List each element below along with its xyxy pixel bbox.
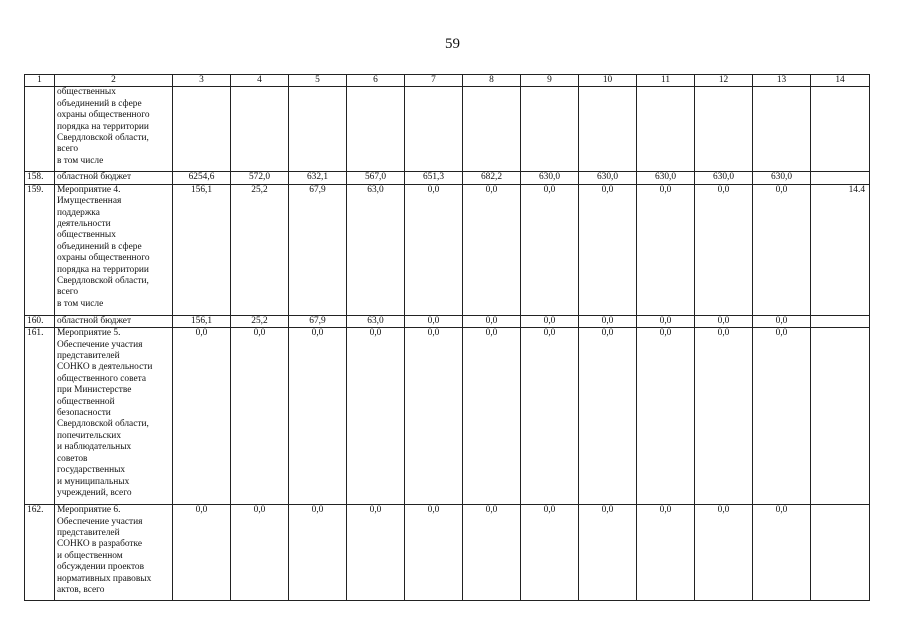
value-cell: 156,1: [173, 315, 231, 327]
row-number: 160.: [25, 315, 55, 327]
value-cell: 0,0: [695, 184, 753, 315]
value-cell: 0,0: [521, 328, 579, 505]
column-header: 7: [405, 75, 463, 87]
column-header: 8: [463, 75, 521, 87]
row-number: [25, 87, 55, 172]
value-cell: 156,1: [173, 184, 231, 315]
value-cell: 0,0: [695, 315, 753, 327]
value-cell: 0,0: [637, 184, 695, 315]
value-cell: [811, 328, 870, 505]
column-header: 3: [173, 75, 231, 87]
value-cell: [695, 87, 753, 172]
value-cell: 0,0: [753, 184, 811, 315]
row-description: областной бюджет: [55, 172, 173, 184]
value-cell: 0,0: [695, 505, 753, 601]
value-cell: 63,0: [347, 315, 405, 327]
column-header: 11: [637, 75, 695, 87]
value-cell: [289, 87, 347, 172]
value-cell: 0,0: [521, 184, 579, 315]
row-description: общественных объединений в сфере охраны общественного порядка на территории Свердловской области, всего в том числе: [55, 87, 173, 172]
value-cell: 0,0: [463, 505, 521, 601]
value-cell: [811, 505, 870, 601]
value-cell: 0,0: [579, 184, 637, 315]
column-header: 12: [695, 75, 753, 87]
value-cell: [173, 87, 231, 172]
row-description: Мероприятие 4. Имущественная поддержка деятельности общественных объединений в сфере охраны общественного порядка на территории Свердловской области, всего в том числе: [55, 184, 173, 315]
value-cell: 0,0: [173, 505, 231, 601]
value-cell: 630,0: [753, 172, 811, 184]
value-cell: 0,0: [463, 315, 521, 327]
value-cell: [811, 172, 870, 184]
value-cell: 0,0: [695, 328, 753, 505]
value-cell: 0,0: [347, 328, 405, 505]
value-cell: 0,0: [231, 505, 289, 601]
value-cell: 630,0: [521, 172, 579, 184]
value-cell: 0,0: [405, 505, 463, 601]
value-cell: [811, 87, 870, 172]
page-number: 59: [445, 36, 460, 52]
value-cell: 0,0: [579, 505, 637, 601]
value-cell: 0,0: [173, 328, 231, 505]
value-cell: 0,0: [289, 328, 347, 505]
column-header: 4: [231, 75, 289, 87]
value-cell: 0,0: [405, 184, 463, 315]
value-cell: 67,9: [289, 315, 347, 327]
value-cell: 567,0: [347, 172, 405, 184]
row-number: 158.: [25, 172, 55, 184]
value-cell: 0,0: [521, 315, 579, 327]
value-cell: [753, 87, 811, 172]
column-header: 14: [811, 75, 870, 87]
value-cell: 6254,6: [173, 172, 231, 184]
value-cell: [231, 87, 289, 172]
value-cell: 572,0: [231, 172, 289, 184]
value-cell: 630,0: [637, 172, 695, 184]
value-cell: 25,2: [231, 184, 289, 315]
value-cell: 0,0: [463, 184, 521, 315]
row-number: 162.: [25, 505, 55, 601]
value-cell: 63,0: [347, 184, 405, 315]
value-cell: 0,0: [521, 505, 579, 601]
table-row: [25, 328, 870, 505]
value-cell: 0,0: [637, 328, 695, 505]
value-cell: [521, 87, 579, 172]
column-header: 13: [753, 75, 811, 87]
column-header: 1: [25, 75, 55, 87]
table-row: [25, 315, 870, 327]
value-cell: 632,1: [289, 172, 347, 184]
table-row: [25, 87, 870, 172]
column-header: 2: [55, 75, 173, 87]
row-description: Мероприятие 6. Обеспечение участия представителей СОНКО в разработке и общественном обсуждении проектов нормативных правовых актов, всего: [55, 505, 173, 601]
value-cell: [463, 87, 521, 172]
row-description: областной бюджет: [55, 315, 173, 327]
value-cell: 0,0: [405, 328, 463, 505]
table-row: [25, 172, 870, 184]
value-cell: [347, 87, 405, 172]
column-header: 9: [521, 75, 579, 87]
header-row: [25, 75, 870, 87]
value-cell: 0,0: [405, 315, 463, 327]
value-cell: 0,0: [637, 505, 695, 601]
value-cell: [579, 87, 637, 172]
value-cell: 682,2: [463, 172, 521, 184]
value-cell: 630,0: [579, 172, 637, 184]
value-cell: 0,0: [579, 328, 637, 505]
value-cell: 0,0: [753, 328, 811, 505]
value-cell: 0,0: [579, 315, 637, 327]
value-cell: 0,0: [231, 328, 289, 505]
row-description: Мероприятие 5. Обеспечение участия представителей СОНКО в деятельности общественного совета при Министерстве общественной безопасности Свердловской области, попечительских и наблюдательных советов государственных и муниципальных учреждений, всего: [55, 328, 173, 505]
table-row: [25, 184, 870, 315]
value-cell: 14.4: [811, 184, 870, 315]
value-cell: [637, 87, 695, 172]
value-cell: 0,0: [637, 315, 695, 327]
row-number: 159.: [25, 184, 55, 315]
value-cell: [405, 87, 463, 172]
column-header: 6: [347, 75, 405, 87]
column-header: 10: [579, 75, 637, 87]
value-cell: 651,3: [405, 172, 463, 184]
value-cell: 0,0: [289, 505, 347, 601]
value-cell: [811, 315, 870, 327]
value-cell: 0,0: [463, 328, 521, 505]
column-header: 5: [289, 75, 347, 87]
value-cell: 67,9: [289, 184, 347, 315]
value-cell: 25,2: [231, 315, 289, 327]
table-row: [25, 505, 870, 601]
value-cell: 630,0: [695, 172, 753, 184]
budget-table: [24, 74, 870, 601]
value-cell: 0,0: [753, 315, 811, 327]
value-cell: 0,0: [347, 505, 405, 601]
value-cell: 0,0: [753, 505, 811, 601]
row-number: 161.: [25, 328, 55, 505]
